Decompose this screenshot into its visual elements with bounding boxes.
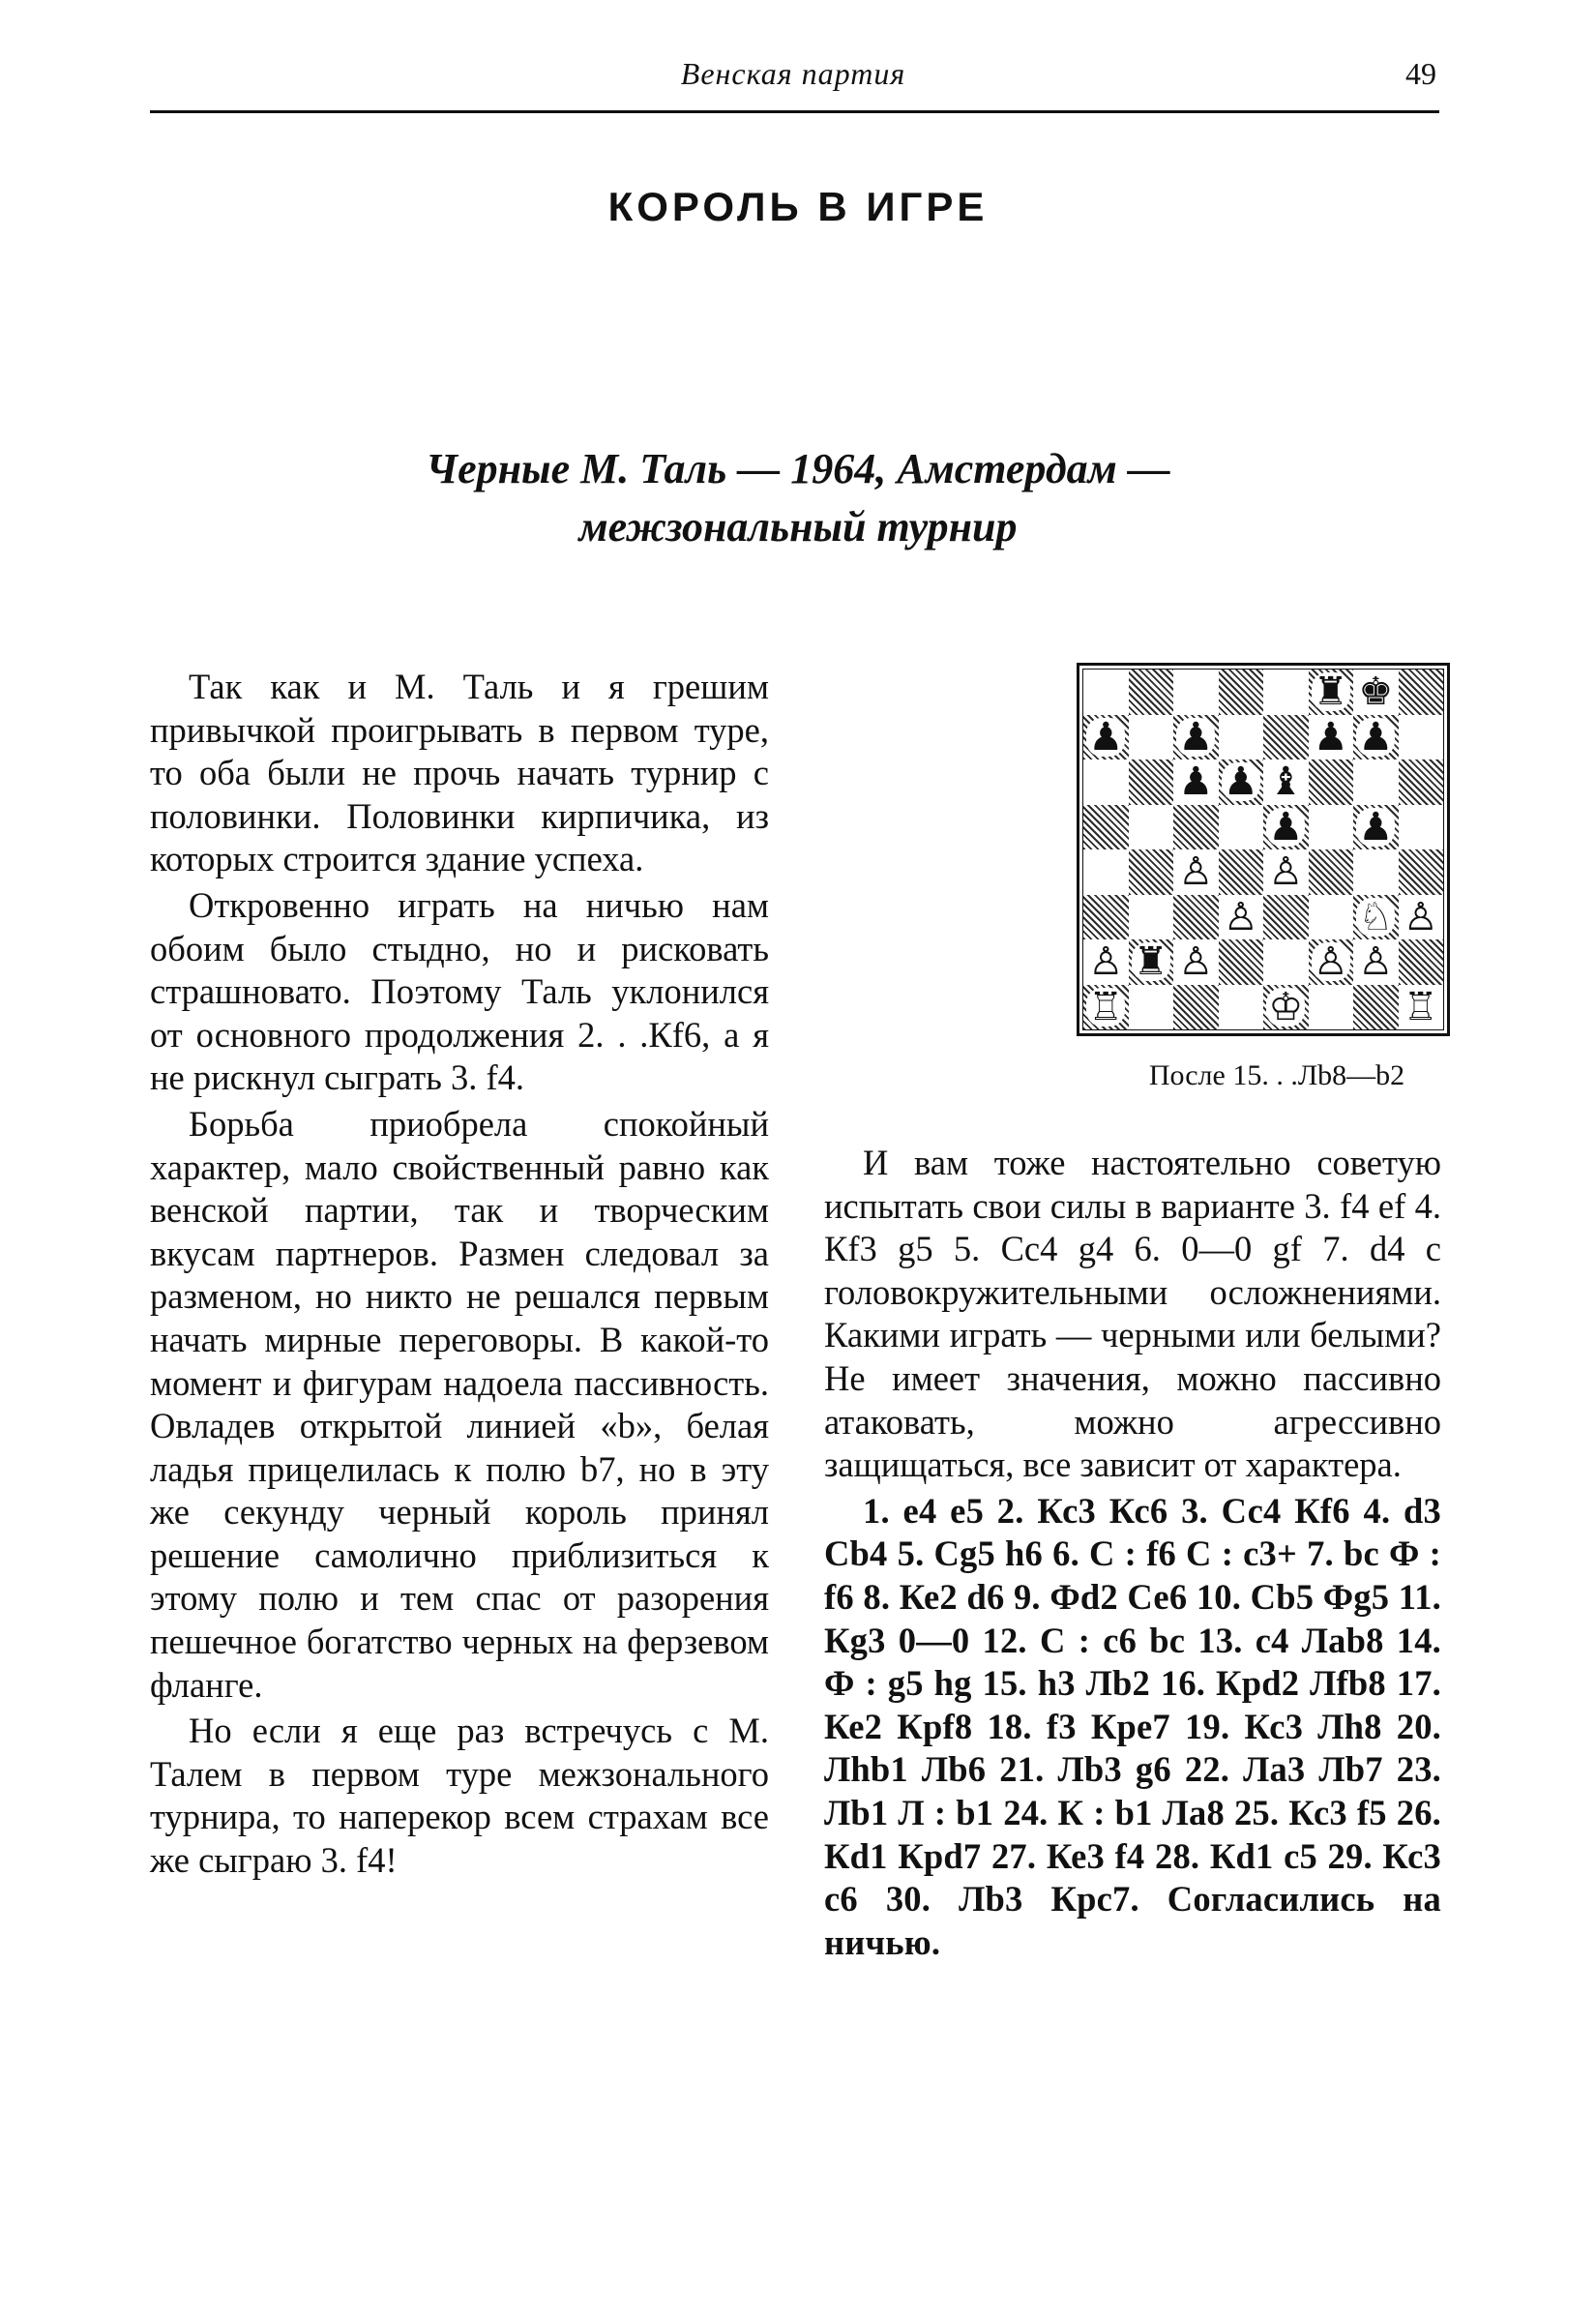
chess-piece: ♙ xyxy=(1178,849,1214,895)
square-f5 xyxy=(1309,805,1354,850)
header-rule xyxy=(150,110,1439,113)
square-e3 xyxy=(1263,895,1309,940)
square-a6 xyxy=(1083,759,1129,805)
square-f6 xyxy=(1309,759,1354,805)
square-h4 xyxy=(1399,849,1444,895)
paragraph: Так как и М. Таль и я грешим привычкой проигрывать в первом туре, то оба были не прочь начать турнир с половинки. Половинки кирпичика, из которых строится здание успеха. xyxy=(150,667,769,879)
square-c8 xyxy=(1173,670,1219,715)
square-c6 xyxy=(1173,759,1219,805)
chess-piece: ♟ xyxy=(1313,714,1348,759)
chess-piece: ♝ xyxy=(1268,759,1304,805)
square-c7 xyxy=(1173,715,1219,760)
square-d8 xyxy=(1219,670,1264,715)
chess-piece: ♟ xyxy=(1088,714,1124,759)
square-h6 xyxy=(1399,759,1444,805)
square-d5 xyxy=(1219,805,1264,850)
page-number: 49 xyxy=(1405,56,1436,91)
square-f8 xyxy=(1309,670,1354,715)
square-d3 xyxy=(1219,895,1264,940)
chess-piece: ♙ xyxy=(1358,939,1394,985)
square-h2 xyxy=(1399,939,1444,985)
square-e7 xyxy=(1263,715,1309,760)
square-a2 xyxy=(1083,939,1129,985)
chess-piece: ♙ xyxy=(1268,849,1304,895)
chess-board xyxy=(1082,669,1444,1030)
chess-piece: ♖ xyxy=(1403,984,1438,1029)
square-a8 xyxy=(1083,670,1129,715)
square-g2 xyxy=(1353,939,1399,985)
square-h8 xyxy=(1399,670,1444,715)
square-b7 xyxy=(1129,715,1174,760)
square-e6 xyxy=(1263,759,1309,805)
square-b5 xyxy=(1129,805,1174,850)
chess-diagram xyxy=(1077,663,1450,1036)
square-a5 xyxy=(1083,805,1129,850)
square-c3 xyxy=(1173,895,1219,940)
square-f2 xyxy=(1309,939,1354,985)
paragraph: Но если я еще раз встречусь с М. Талем в первом туре межзонального турнира, то наперекор всем страхам все же сыграю 3. f4! xyxy=(150,1711,769,1881)
chess-piece: ♖ xyxy=(1088,984,1124,1029)
square-c2 xyxy=(1173,939,1219,985)
square-g4 xyxy=(1353,849,1399,895)
chess-piece: ♚ xyxy=(1358,670,1394,715)
paragraph: Откровенно играть на ничью нам обоим было стыдно, но и рисковать страшновато. Поэтому Таль уклонился от основного продолжения 2. . .Кf6, а я не рискнул сыграть 3. f4. xyxy=(150,884,769,1098)
square-h5 xyxy=(1399,805,1444,850)
chess-piece: ♟ xyxy=(1358,714,1394,759)
chess-piece: ♟ xyxy=(1358,804,1394,849)
chess-piece: ♔ xyxy=(1268,984,1304,1029)
game-heading-line-2: межзональный турнир xyxy=(578,503,1018,551)
square-b4 xyxy=(1129,849,1174,895)
chess-piece: ♘ xyxy=(1358,894,1394,939)
square-h1 xyxy=(1399,985,1444,1030)
square-e5 xyxy=(1263,805,1309,850)
square-d1 xyxy=(1219,985,1264,1030)
paragraph: Борьба приобрела спокойный характер, мало свойственный равно как венской партии, так и творческим вкусам партнеров. Размен следовал за разменом, но никто не решался первым начать мирные переговоры. В какой-то момент и фигурам надоела пассивность. Овладев открытой линией «b», белая ладья прицелилась к полю b7, но в эту же секунду черный король принял решение самолично приблизиться к этому полю и тем спас от разорения пешечное богатство черных на ферзевом фланге. xyxy=(150,1103,769,1705)
game-heading xyxy=(290,440,1306,556)
chess-piece: ♙ xyxy=(1088,939,1124,985)
square-g6 xyxy=(1353,759,1399,805)
square-g3 xyxy=(1353,895,1399,940)
square-g7 xyxy=(1353,715,1399,760)
square-g8 xyxy=(1353,670,1399,715)
chess-piece: ♜ xyxy=(1133,939,1168,985)
square-c1 xyxy=(1173,985,1219,1030)
square-e2 xyxy=(1263,939,1309,985)
square-f7 xyxy=(1309,715,1354,760)
square-b2 xyxy=(1129,939,1174,985)
square-a7 xyxy=(1083,715,1129,760)
chapter-title: КОРОЛЬ В ИГРЕ xyxy=(607,184,989,229)
square-f4 xyxy=(1309,849,1354,895)
chess-piece: ♙ xyxy=(1178,939,1214,985)
diagram-caption: После 15. . .Лb8—b2 xyxy=(1148,1059,1405,1091)
game-moves: 1. е4 е5 2. Кс3 Кс6 3. Сс4 Кf6 4. d3 Сb4 5. Сg5 h6 6. С : f6 С : с3+ 7. bс Ф : f6 8. Ке2 d6 9. Фd2 Се6 10. Сb5 Фg5 11. Кg3 0—0 12. С : с6 bс 13. с4 Лаb8 14. Ф : g5 hg 15. h3 Лb2 16. Кpd2 Лfb8 17. Ке2 Кpf8 18. f3 Кре7 19. Кс3 Лh8 20. Лhb1 Лb6 21. Лb3 g6 22. Ла3 Лb7 23. Лb1 Л : b1 24. К : b1 Ла8 25. Кс3 f5 26. Кd1 Кpd7 27. Ке3 f4 28. Кd1 с5 29. Кс3 с6 30. Лb3 Крс7. Согласились на ничью. xyxy=(824,1490,1441,1962)
chess-piece: ♟ xyxy=(1268,804,1304,849)
chess-piece: ♟ xyxy=(1223,759,1258,805)
square-d6 xyxy=(1219,759,1264,805)
square-c5 xyxy=(1173,805,1219,850)
chess-piece: ♙ xyxy=(1223,894,1258,939)
square-h3 xyxy=(1399,895,1444,940)
square-f3 xyxy=(1309,895,1354,940)
square-h7 xyxy=(1399,715,1444,760)
square-d4 xyxy=(1219,849,1264,895)
chess-piece: ♜ xyxy=(1313,670,1348,715)
square-a4 xyxy=(1083,849,1129,895)
square-c4 xyxy=(1173,849,1219,895)
square-d7 xyxy=(1219,715,1264,760)
square-b3 xyxy=(1129,895,1174,940)
square-b6 xyxy=(1129,759,1174,805)
game-heading-line-1: Черные М. Таль — 1964, Амстердам — xyxy=(426,445,1170,492)
right-column xyxy=(824,1142,1441,1964)
chess-piece: ♟ xyxy=(1178,759,1214,805)
square-e1 xyxy=(1263,985,1309,1030)
square-g1 xyxy=(1353,985,1399,1030)
square-b8 xyxy=(1129,670,1174,715)
square-e4 xyxy=(1263,849,1309,895)
chess-piece: ♙ xyxy=(1403,894,1438,939)
chess-piece: ♙ xyxy=(1313,939,1348,985)
running-title: Венская партия xyxy=(680,56,906,91)
square-e8 xyxy=(1263,670,1309,715)
square-f1 xyxy=(1309,985,1354,1030)
paragraph: И вам тоже настоятельно советую испытать свои силы в варианте 3. f4 ef 4. Кf3 g5 5. Сc4 g4 6. 0—0 gf 7. d4 с головокружительными осложнениями. Какими играть — черными или белыми? Не имеет значения, можно пассивно атаковать, можно агрессивно защищаться, все зависит от характера. xyxy=(824,1143,1441,1485)
square-b1 xyxy=(1129,985,1174,1030)
square-g5 xyxy=(1353,805,1399,850)
square-d2 xyxy=(1219,939,1264,985)
square-a1 xyxy=(1083,985,1129,1030)
running-head xyxy=(150,56,1436,110)
chess-piece: ♟ xyxy=(1178,714,1214,759)
left-column xyxy=(150,666,769,1883)
square-a3 xyxy=(1083,895,1129,940)
